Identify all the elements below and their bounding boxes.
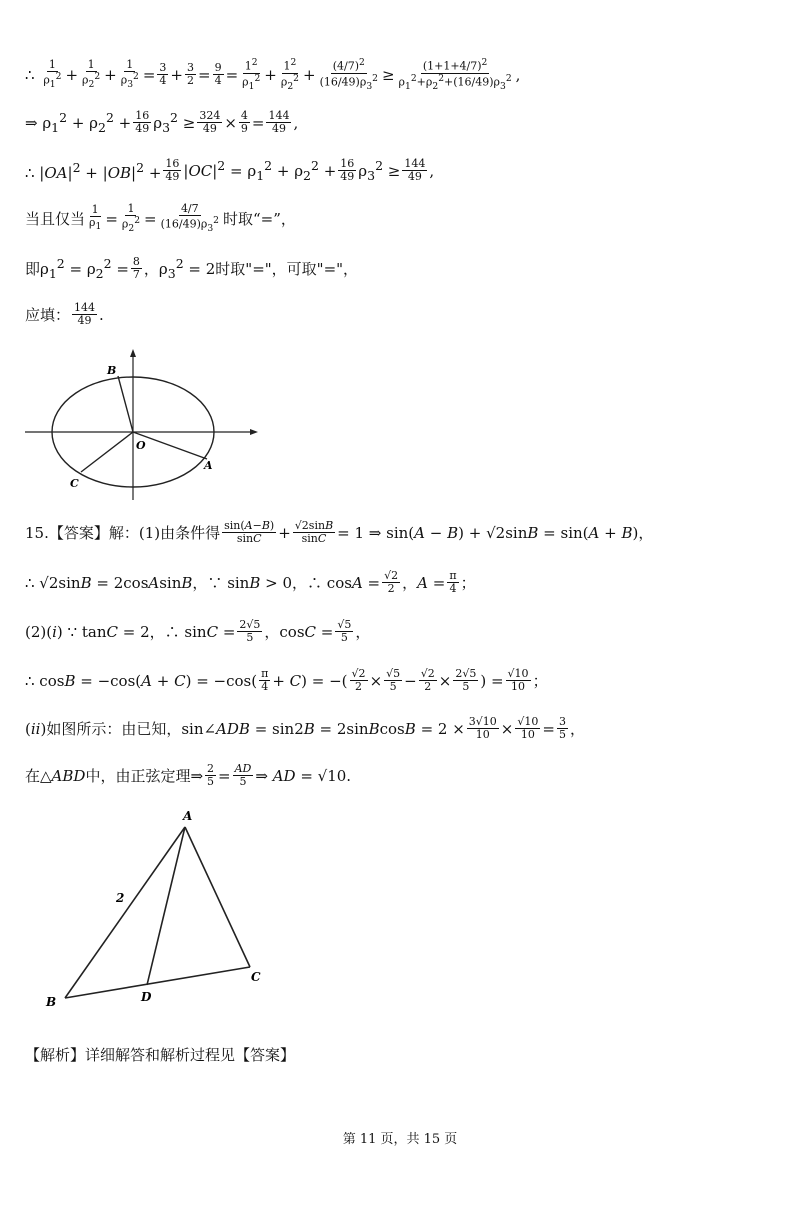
solution-line-12: 在△ABD中，由正弦定理⇒ $\frac{2}{5}$ = $\frac{AD}{5}$ ⇒ AD = √10. xyxy=(25,762,352,789)
label-a: A xyxy=(204,459,213,472)
segment-ob xyxy=(118,376,133,432)
solution-line-7: 15.【答案】解：(1)由条件得 $\frac{\sin(A-B)}{\sin C}$ + $\frac{√2\sin B}{\sin C}$ = 1 ⇒ sin(A − B) + √2sinB = sin(A + B)， xyxy=(25,519,654,546)
page-footer: 第 11 页，共 15 页 xyxy=(342,1132,458,1147)
solution-line-8: ∴ √2sinB = 2cosAsinB，∵ sinB > 0，∴ cosA = $\frac{√2}{2}$ ，A = $\frac{\pi}{4}$ ； xyxy=(25,569,476,596)
solution-line-9: (2)(i) ∵ tanC = 2，∴ sinC = $\frac{2√5}{5}$ ，cosC = $\frac{√5}{5}$ ， xyxy=(25,618,371,645)
y-axis-arrow xyxy=(130,349,136,357)
x-axis-arrow xyxy=(250,429,258,435)
ellipse-figure xyxy=(20,345,265,505)
label-side-length: 2 xyxy=(116,891,125,905)
side-ab xyxy=(65,827,185,998)
segment-ad xyxy=(147,827,185,985)
label-c: C xyxy=(70,477,79,490)
label-d: D xyxy=(141,990,152,1004)
solution-line-4: 当且仅当 $\frac{1}{\rho_1}$ = $\frac{1}{\rho_2^2}$ = $\frac{4/7}{(16/49)\rho_3^2}$ 时取“=”， xyxy=(25,202,296,234)
side-bc xyxy=(65,967,250,998)
solution-line-11: (ii)如图所示：由已知，sin∠ADB = sin2B = 2sinBcosB = 2 × $\frac{3√10}{10}$ × $\frac{√10}{10}$ = $\frac{3}{5}$ ， xyxy=(25,715,585,742)
analysis-line: 【解析】详细解答和解析过程见【答案】 xyxy=(25,1046,296,1064)
solution-line-3: ∴ $|OA|^2 + |OB|^2$ + $\frac{16}{49}$ $|OC|^2 = \rho_1^2 + \rho_2^2$ + $\frac{16}{49}$ $\rho_3^2$ ≥ $\frac{144}{49}$ , xyxy=(25,157,435,184)
side-ac xyxy=(185,827,250,967)
solution-line-5: 即$\rho_1^2 = \rho_2^2$ = $\frac{8}{7}$ ，$\rho_3^2 = 2$时取"="，可取"="， xyxy=(25,255,359,282)
label-c: C xyxy=(251,970,261,984)
triangle-figure xyxy=(40,805,280,1015)
segment-oc xyxy=(81,432,133,472)
label-o: O xyxy=(136,439,146,452)
solution-line-10: ∴ cosB = −cos(A + C) = −cos( $\frac{\pi}{4}$ + C) = −( $\frac{√2}{2}$ × $\frac{√5}{5}$ − $\frac{√2}{2}$ × $\frac{2√5}{5}$ ) = $\frac{√10}{10}$ ； xyxy=(25,667,548,694)
solution-line-1: ∴ $\frac{1}{\rho_1^2}$ + $\frac{1}{\rho_2^2}$ + $\frac{1}{\rho_3^2}$ = $\frac{3}{4}$ + $\frac{3}{2}$ = $\frac{9}{4}$ = $\frac{1^2}{\rho_1^2}$ + $\frac{1^2}{\rho_2^2}$ + $\frac{(4/7)^2}{(16/49)\rho_3^2}$ ≥ $\frac{(1+1+4/7)^2}{\rho_1^2+\rho_2^2+(16/49)\rho_3^2}$ , xyxy=(25,57,521,92)
label-a: A xyxy=(183,809,193,823)
label-b: B xyxy=(107,364,117,377)
solution-line-2: ⇒ $\rho_1^2 + \rho_2^2$ + $\frac{16}{49}$ $\rho_3^2$ ≥ $\frac{324}{49}$ × $\frac{4}{9}$ = $\frac{144}{49}$ , xyxy=(25,109,299,136)
label-b: B xyxy=(46,995,57,1009)
solution-line-6: 应填： $\frac{144}{49}$ . xyxy=(25,301,104,328)
